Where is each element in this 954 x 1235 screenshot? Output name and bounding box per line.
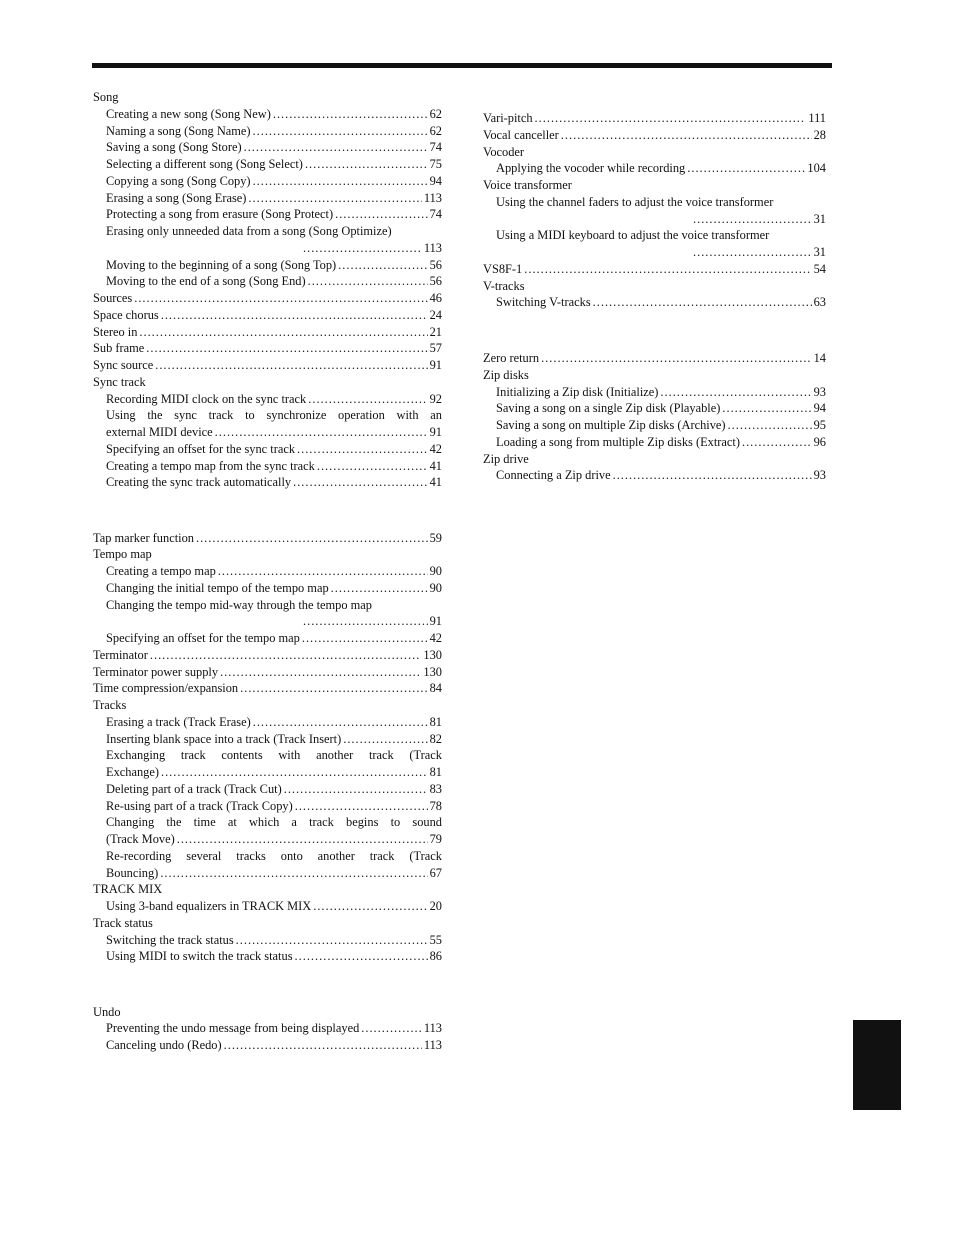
entry-text: Erasing a track (Track Erase) bbox=[106, 714, 251, 729]
leader-dots bbox=[317, 458, 428, 475]
leader-dots bbox=[335, 206, 428, 223]
page-number: 63 bbox=[813, 295, 826, 310]
index-entry bbox=[93, 290, 442, 307]
index-entry bbox=[93, 139, 442, 156]
index-entry bbox=[93, 391, 442, 408]
leader-dots bbox=[361, 1020, 422, 1037]
entry-text: Using the channel faders to adjust the voice transformer bbox=[496, 194, 774, 209]
leader-dots bbox=[236, 932, 428, 949]
page-number: 21 bbox=[429, 324, 442, 339]
index-heading-tracks: Tracks bbox=[93, 698, 127, 712]
index-entry-wrapped bbox=[93, 814, 442, 848]
index-heading-zip-drive: Zip drive bbox=[483, 451, 529, 466]
index-heading-v-tracks: V-tracks bbox=[483, 278, 525, 293]
section-gap bbox=[93, 491, 442, 530]
leader-dots bbox=[155, 357, 427, 374]
index-entry-wrapped bbox=[93, 597, 442, 631]
page-number: 79 bbox=[429, 832, 442, 846]
index-entry bbox=[93, 630, 442, 647]
leader-dots bbox=[687, 160, 805, 177]
leader-dots bbox=[728, 417, 812, 434]
index-entry bbox=[483, 261, 826, 278]
index-heading-undo: Undo bbox=[93, 1004, 121, 1019]
page-number: 91 bbox=[429, 358, 442, 372]
index-entry-wrapped bbox=[93, 407, 442, 441]
index-entry bbox=[93, 580, 442, 597]
entry-text: Changing the initial tempo of the tempo map bbox=[106, 580, 329, 595]
index-entry bbox=[93, 781, 442, 798]
index-entry bbox=[93, 731, 442, 748]
entry-text: Zero return bbox=[483, 351, 540, 365]
index-entry-continuation bbox=[106, 424, 442, 441]
page-number: 55 bbox=[429, 932, 442, 947]
index-entry bbox=[483, 417, 826, 434]
leader-dots bbox=[150, 647, 422, 664]
entry-text: Using MIDI to switch the track status bbox=[106, 949, 293, 964]
index-entry-continuation bbox=[496, 244, 826, 261]
index-entry bbox=[93, 123, 442, 140]
entry-text: Space chorus bbox=[93, 307, 159, 322]
index-heading-vocoder: Vocoder bbox=[483, 144, 525, 159]
page-number: 93 bbox=[813, 468, 826, 483]
entry-text: Changing the time at which a track begins to sound bbox=[106, 815, 442, 830]
leader-dots bbox=[220, 664, 421, 681]
page-number: 104 bbox=[807, 161, 826, 176]
entry-text: Saving a song on multiple Zip disks (Archive) bbox=[496, 418, 726, 432]
index-entry bbox=[93, 1020, 442, 1037]
page-number: 113 bbox=[423, 190, 442, 205]
index-entry bbox=[93, 190, 442, 207]
index-entry bbox=[93, 441, 442, 458]
page-number: 94 bbox=[429, 173, 442, 188]
entry-text: Inserting blank space into a track (Track Insert) bbox=[106, 731, 342, 746]
leader-dots bbox=[303, 240, 422, 257]
entry-text: Initializing a Zip disk (Initialize) bbox=[496, 384, 659, 399]
index-heading-track-status: Track status bbox=[93, 915, 153, 930]
page-number: 83 bbox=[429, 781, 442, 796]
page-number: 67 bbox=[429, 865, 442, 880]
index-entry bbox=[93, 206, 442, 223]
index-entry bbox=[483, 294, 826, 311]
index-entry-wrapped bbox=[93, 747, 442, 781]
entry-text: Specifying an offset for the sync track bbox=[106, 441, 296, 456]
entry-text: Protecting a song from erasure (Song Protect) bbox=[106, 207, 334, 222]
index-entry bbox=[483, 127, 826, 144]
leader-dots bbox=[308, 273, 428, 290]
index-entry bbox=[93, 680, 442, 697]
entry-text: Terminator power supply bbox=[93, 664, 219, 679]
top-rule bbox=[92, 63, 832, 68]
entry-text: VS8F-1 bbox=[483, 261, 523, 276]
page-number: 130 bbox=[423, 664, 442, 679]
index-entry bbox=[93, 563, 442, 580]
entry-text-continued: Bouncing) bbox=[106, 865, 159, 880]
leader-dots bbox=[561, 127, 812, 144]
leader-dots bbox=[535, 110, 807, 127]
index-entry-continuation bbox=[106, 764, 442, 781]
leader-dots bbox=[177, 831, 428, 848]
leader-dots bbox=[273, 106, 428, 123]
entry-text: Sync source bbox=[93, 358, 154, 372]
leader-dots bbox=[313, 898, 427, 915]
page-number: 46 bbox=[429, 291, 442, 305]
page-number: 42 bbox=[429, 441, 442, 456]
entry-text: Loading a song from multiple Zip disks (Extract) bbox=[496, 434, 740, 449]
entry-text-continued: Exchange) bbox=[106, 765, 159, 779]
entry-text: Moving to the end of a song (Song End) bbox=[106, 274, 306, 289]
page-number: 113 bbox=[423, 240, 442, 255]
page-number: 74 bbox=[429, 140, 442, 155]
entry-text: Erasing only unneeded data from a song (Song Optimize) bbox=[106, 224, 392, 238]
entry-text: Terminator bbox=[93, 647, 148, 662]
page-number: 113 bbox=[423, 1038, 442, 1052]
entry-text: Vari-pitch bbox=[483, 111, 533, 125]
entry-text: Saving a song (Song Store) bbox=[106, 140, 242, 155]
page-number: 42 bbox=[429, 631, 442, 645]
entry-text: Using the sync track to synchronize operation with an bbox=[106, 408, 442, 423]
index-entry bbox=[93, 324, 442, 341]
index-entry bbox=[483, 110, 826, 127]
page-number: 113 bbox=[423, 1021, 442, 1036]
leader-dots bbox=[722, 400, 811, 417]
index-entry-continuation bbox=[106, 831, 442, 848]
page-number: 56 bbox=[429, 274, 442, 289]
page-number: 93 bbox=[813, 384, 826, 399]
page-number: 111 bbox=[808, 111, 826, 125]
index-entry-wrapped bbox=[483, 227, 826, 261]
entry-text: Switching V-tracks bbox=[496, 295, 591, 310]
index-entry bbox=[93, 474, 442, 491]
index-heading-zip-disks: Zip disks bbox=[483, 367, 529, 382]
leader-dots bbox=[161, 307, 428, 324]
entry-text: Using a MIDI keyboard to adjust the voice transformer bbox=[496, 228, 770, 243]
leader-dots bbox=[297, 441, 428, 458]
entry-text: Creating a tempo map from the sync track bbox=[106, 458, 315, 473]
entry-text: Changing the tempo mid-way through the tempo map bbox=[106, 597, 373, 612]
index-entry bbox=[483, 400, 826, 417]
leader-dots bbox=[331, 580, 428, 597]
leader-dots bbox=[305, 156, 428, 173]
page-number: 90 bbox=[429, 564, 442, 578]
leader-dots bbox=[134, 290, 427, 307]
index-heading-sync-track: Sync track bbox=[93, 374, 146, 389]
index-entry bbox=[93, 156, 442, 173]
index-heading-song: Song bbox=[93, 90, 119, 104]
leader-dots bbox=[253, 173, 428, 190]
page-number: 56 bbox=[429, 257, 442, 272]
index-heading-track-mix: TRACK MIX bbox=[93, 882, 163, 897]
entry-text: Specifying an offset for the tempo map bbox=[106, 631, 300, 645]
leader-dots bbox=[240, 680, 427, 697]
entry-text: Connecting a Zip drive bbox=[496, 468, 611, 483]
page-number: 90 bbox=[429, 580, 442, 595]
index-entry bbox=[93, 273, 442, 290]
index-entry bbox=[93, 458, 442, 475]
entry-text: Selecting a different song (Song Select) bbox=[106, 157, 303, 171]
entry-text: Preventing the undo message from being displayed bbox=[106, 1021, 360, 1036]
leader-dots bbox=[253, 714, 428, 731]
index-heading-tempo-map: Tempo map bbox=[93, 547, 152, 562]
page-number: 54 bbox=[813, 261, 826, 276]
index-entry bbox=[93, 357, 442, 374]
page-number: 95 bbox=[813, 418, 826, 432]
index-entry bbox=[93, 340, 442, 357]
leader-dots bbox=[308, 391, 427, 408]
entry-text: Exchanging track contents with another track (Track bbox=[106, 748, 442, 763]
page-number: 94 bbox=[813, 401, 826, 416]
entry-text: Saving a song on a single Zip disk (Playable) bbox=[496, 401, 721, 416]
index-column-left bbox=[93, 89, 442, 1054]
entry-text: Erasing a song (Song Erase) bbox=[106, 190, 247, 205]
section-gap bbox=[93, 965, 442, 1004]
leader-dots bbox=[284, 781, 428, 798]
page-number: 82 bbox=[429, 731, 442, 746]
index-entry-wrapped bbox=[483, 194, 826, 228]
page-number: 31 bbox=[813, 211, 826, 226]
page-number: 91 bbox=[429, 425, 442, 439]
index-entry bbox=[93, 647, 442, 664]
leader-dots bbox=[146, 340, 427, 357]
index-entry bbox=[93, 664, 442, 681]
index-entry-wrapped bbox=[93, 848, 442, 882]
page-number: 28 bbox=[813, 127, 826, 142]
page-number: 78 bbox=[429, 798, 442, 813]
leader-dots bbox=[244, 139, 428, 156]
page-number: 81 bbox=[429, 714, 442, 729]
index-entry-continuation bbox=[106, 613, 442, 630]
entry-text-continued: external MIDI device bbox=[106, 425, 213, 439]
entry-text: Switching the track status bbox=[106, 932, 234, 947]
entry-text: Creating the sync track automatically bbox=[106, 475, 292, 490]
leader-dots bbox=[196, 530, 428, 547]
index-entry bbox=[93, 898, 442, 915]
page-number: 14 bbox=[813, 351, 826, 365]
leader-dots bbox=[742, 434, 812, 451]
page-number: 74 bbox=[429, 207, 442, 222]
entry-text: Using 3-band equalizers in TRACK MIX bbox=[106, 899, 312, 913]
entry-text: Stereo in bbox=[93, 324, 138, 339]
page-number: 81 bbox=[429, 765, 442, 779]
page-number: 75 bbox=[429, 157, 442, 171]
entry-text: Sub frame bbox=[93, 341, 145, 356]
index-entry bbox=[483, 384, 826, 401]
index-entry bbox=[93, 106, 442, 123]
page-number: 86 bbox=[429, 949, 442, 964]
index-entry bbox=[93, 307, 442, 324]
entry-text: Sources bbox=[93, 291, 133, 305]
leader-dots bbox=[215, 424, 428, 441]
leader-dots bbox=[139, 324, 427, 341]
section-thumb-tab bbox=[853, 1020, 901, 1110]
index-entry bbox=[93, 798, 442, 815]
index-entry bbox=[483, 350, 826, 367]
leader-dots bbox=[524, 261, 811, 278]
page-number: 92 bbox=[429, 391, 442, 406]
entry-text-continued: (Track Move) bbox=[106, 832, 175, 846]
entry-text: Copying a song (Song Copy) bbox=[106, 173, 251, 188]
entry-text: Re-recording several tracks onto another track (Track bbox=[106, 848, 442, 863]
index-entry-wrapped bbox=[93, 223, 442, 257]
page-number: 20 bbox=[429, 899, 442, 913]
entry-text: Canceling undo (Redo) bbox=[106, 1038, 222, 1052]
entry-text: Creating a new song (Song New) bbox=[106, 106, 271, 121]
leader-dots bbox=[218, 563, 428, 580]
page-number: 41 bbox=[429, 458, 442, 473]
entry-text: Creating a tempo map bbox=[106, 564, 216, 578]
entry-text: Recording MIDI clock on the sync track bbox=[106, 391, 307, 406]
leader-dots bbox=[541, 350, 812, 367]
page-number: 91 bbox=[429, 614, 442, 629]
page-number: 62 bbox=[429, 106, 442, 121]
leader-dots bbox=[613, 467, 812, 484]
leader-dots bbox=[303, 613, 428, 630]
index-entry bbox=[93, 948, 442, 965]
index-entry-continuation bbox=[106, 865, 442, 882]
page-number: 41 bbox=[429, 475, 442, 490]
entry-text: Moving to the beginning of a song (Song Top) bbox=[106, 257, 337, 272]
entry-text: Vocal canceller bbox=[483, 127, 559, 142]
index-entry bbox=[93, 530, 442, 547]
leader-dots bbox=[224, 1037, 422, 1054]
page-number: 24 bbox=[429, 307, 442, 322]
leader-dots bbox=[295, 798, 428, 815]
index-entry bbox=[93, 257, 442, 274]
leader-dots bbox=[248, 190, 421, 207]
entry-text: Applying the vocoder while recording bbox=[496, 161, 686, 176]
leader-dots bbox=[338, 257, 427, 274]
entry-text: Time compression/expansion bbox=[93, 681, 239, 696]
index-entry bbox=[93, 714, 442, 731]
page-number: 96 bbox=[813, 434, 826, 449]
page-number: 62 bbox=[429, 123, 442, 138]
index-entry-continuation bbox=[496, 211, 826, 228]
index-entry bbox=[483, 434, 826, 451]
leader-dots bbox=[593, 294, 812, 311]
index-entry bbox=[93, 173, 442, 190]
leader-dots bbox=[160, 865, 427, 882]
leader-dots bbox=[693, 244, 812, 261]
leader-dots bbox=[161, 764, 428, 781]
leader-dots bbox=[693, 211, 812, 228]
index-entry bbox=[483, 467, 826, 484]
leader-dots bbox=[302, 630, 428, 647]
entry-text: Naming a song (Song Name) bbox=[106, 123, 251, 138]
index-entry bbox=[93, 1037, 442, 1054]
section-gap bbox=[483, 311, 826, 350]
page-number: 57 bbox=[429, 341, 442, 356]
page-number: 130 bbox=[423, 647, 442, 662]
leader-dots bbox=[293, 474, 428, 491]
entry-text: Deleting part of a track (Track Cut) bbox=[106, 781, 282, 796]
leader-dots bbox=[295, 948, 428, 965]
index-entry-continuation bbox=[106, 240, 442, 257]
index-heading-voice-transformer: Voice transformer bbox=[483, 178, 572, 192]
entry-text: Re-using part of a track (Track Copy) bbox=[106, 798, 293, 813]
index-column-right bbox=[483, 110, 826, 484]
page-number: 59 bbox=[429, 530, 442, 545]
page-number: 31 bbox=[813, 245, 826, 259]
leader-dots bbox=[660, 384, 811, 401]
entry-text: Tap marker function bbox=[93, 530, 194, 545]
index-entry bbox=[93, 932, 442, 949]
index-entry bbox=[483, 160, 826, 177]
leader-dots bbox=[253, 123, 428, 140]
leader-dots bbox=[343, 731, 427, 748]
page-number: 84 bbox=[429, 681, 442, 696]
